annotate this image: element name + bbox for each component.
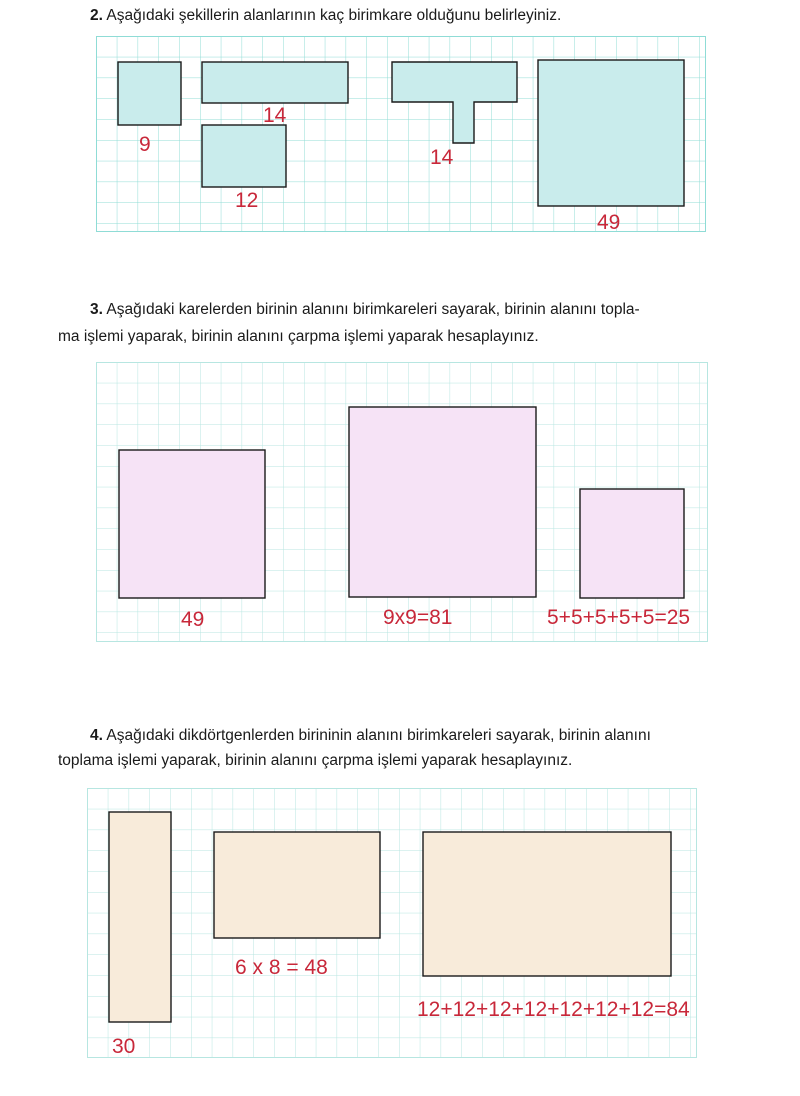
answer-3-addition: 5+5+5+5+5=25 <box>547 606 691 629</box>
shape-rectangle-4x3 <box>202 125 286 187</box>
square-7x7 <box>119 450 265 598</box>
question-2-number: 2. <box>90 7 103 24</box>
question-2-text <box>90 2 561 29</box>
answer-2-square-3x3: 9 <box>139 133 151 156</box>
rectangle-3x10 <box>109 812 171 1022</box>
question-3-line-2: ma işlemi yaparak, birinin alanını çarpma işlemi yaparak hesaplayınız. <box>58 328 539 345</box>
question-4-text-line-2 <box>58 747 572 774</box>
question-4-line-2: toplama işlemi yaparak, birinin alanını çarpma işlemi yaparak hesaplayınız. <box>58 752 573 769</box>
answer-3-counting: 49 <box>181 608 205 631</box>
answer-2-square-7x7: 49 <box>597 211 621 232</box>
shape-square-3x3 <box>118 62 181 125</box>
question-2-prompt: Aşağıdaki şekillerin alanlarının kaç birimkare olduğunu belirleyiniz. <box>106 7 562 24</box>
question-3-line-1: Aşağıdaki karelerden birinin alanını birimkareleri sayarak, birinin alanını topla- <box>106 301 640 318</box>
square-9x9 <box>349 407 536 597</box>
answer-4-addition: 12+12+12+12+12+12+12=84 <box>417 998 690 1021</box>
answer-2-rectangle-4x3: 12 <box>235 189 259 212</box>
question-3-text-line-2 <box>58 323 539 350</box>
shape-rectangle-7x2 <box>202 62 348 103</box>
grid-question-4 <box>87 788 697 1058</box>
grid-question-2 <box>96 36 706 232</box>
grid-question-3 <box>96 362 708 642</box>
answer-4-counting: 30 <box>112 1035 136 1058</box>
question-3-number: 3. <box>90 301 103 318</box>
question-4-text <box>90 722 651 749</box>
question-4-line-1: Aşağıdaki dikdörtgenlerden birininin alanını birimkareleri sayarak, birinin alanını <box>106 727 651 744</box>
answer-3-multiplication: 9x9=81 <box>383 606 453 629</box>
answer-2-t-shape: 14 <box>430 146 454 169</box>
rectangle-8x6 <box>214 832 380 938</box>
rectangle-12x7 <box>423 832 671 976</box>
question-4-number: 4. <box>90 727 103 744</box>
shape-square-7x7 <box>538 60 684 206</box>
answer-4-multiplication: 6 x 8 = 48 <box>235 956 328 979</box>
question-3-text <box>90 296 640 323</box>
answer-2-rectangle-7x2: 14 <box>263 104 287 127</box>
square-5x5 <box>580 489 684 598</box>
